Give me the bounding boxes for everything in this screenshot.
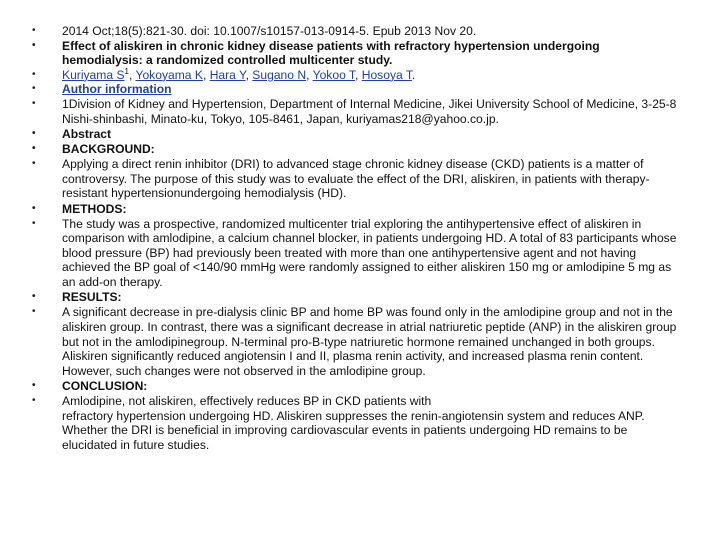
affiliation-text: • 1Division of Kidney and Hypertension, Department of Internal Medicine, Jikei University School of Medicine, 3-25-8 Nishi-shinbashi, Minato-ku, Tokyo, 105-8461, Japan, kuriyamas218@yahoo.co.jp. xyxy=(62,97,680,126)
methods-text: • The study was a prospective, randomized multicenter trial exploring the antihypertensive effect of aliskiren in comparison with amlodipine, a calcium channel blocker, in patients undergoing HD. A total of 83 participants whose blood pressure (BP) had previously been treated with more than one antihypertensive agent and not having achieved the BP goal of <140/90 mmHg were randomly assigned to either aliskiren 150 mg or amlodipine 5 mg as an add-on therapy. xyxy=(62,217,680,290)
results-text: • A significant decrease in pre-dialysis clinic BP and home BP was found only in the amlodipine group and not in the aliskiren group. In contrast, there was a significant decrease in atrial natriuretic peptide (ANP) in the aliskiren group but not in the amlodipinegroup. N-terminal pro-B-type natriuretic hormone remained unchanged in both groups. Aliskiren significantly reduced angiotensin I and II, plasma renin activity, and increased plasma renin content. However, such changes were not observed in the amlodipine group. xyxy=(62,305,680,378)
author-list: • Kuriyama $S^1$, Yokoyama K, Hara Y, Sugano N, Yokoo T, Hosoya T. xyxy=(62,68,680,83)
author-link-hara[interactable]: Hara Y xyxy=(209,67,246,82)
background-text: • Applying a direct renin inhibitor (DRI) to advanced stage chronic kidney disease (CKD) patients is a matter of controversy. The purpose of this study was to evaluate the effect of the DRI, aliskiren, in patients with therapy-resistant hypertensionundergoing hemodialysis (HD). xyxy=(62,157,680,201)
author-information-link[interactable]: Author information xyxy=(62,82,172,97)
conclusion-text-rest: refractory hypertension undergoing HD. Aliskiren suppresses the renin-angiotensin system and reduces ANP. Whether the DRI is beneficial in improving cardiovascular events in patients undergoing HD remains to be elucidated in future studies. xyxy=(62,408,645,452)
citation-line: • 2014 Oct;18(5):821-30. doi: 10.1007/s10157-013-0914-5. Epub 2013 Nov 20. xyxy=(62,24,680,39)
author-link-kuriyama[interactable]: Kuriyama S xyxy=(62,67,125,82)
abstract-heading: • Abstract xyxy=(62,127,680,142)
author-link-yokoyama[interactable]: Yokoyama K xyxy=(135,67,203,82)
author-information-item xyxy=(62,82,680,97)
conclusion-text xyxy=(62,394,680,452)
author-link-sugano[interactable]: Sugano N xyxy=(252,67,307,82)
background-heading: • BACKGROUND: xyxy=(62,142,680,157)
article-title: • Effect of aliskiren in chronic kidney disease patients with refractory hypertension undergoing hemodialysis: a randomized controlled multicenter study. xyxy=(62,39,680,68)
abstract-bullet-list xyxy=(62,24,680,453)
methods-heading: • METHODS: xyxy=(62,202,680,217)
results-heading: • RESULTS: xyxy=(62,290,680,305)
author-affiliation-mark: 1 xyxy=(124,66,129,76)
author-link-yokoo[interactable]: Yokoo T xyxy=(312,67,355,82)
author-link-hosoya[interactable]: Hosoya T xyxy=(361,67,412,82)
conclusion-text-first-line: Amlodipine, not aliskiren, effectively reduces BP in CKD patients with xyxy=(62,394,432,409)
conclusion-heading: • CONCLUSION: xyxy=(62,379,680,394)
